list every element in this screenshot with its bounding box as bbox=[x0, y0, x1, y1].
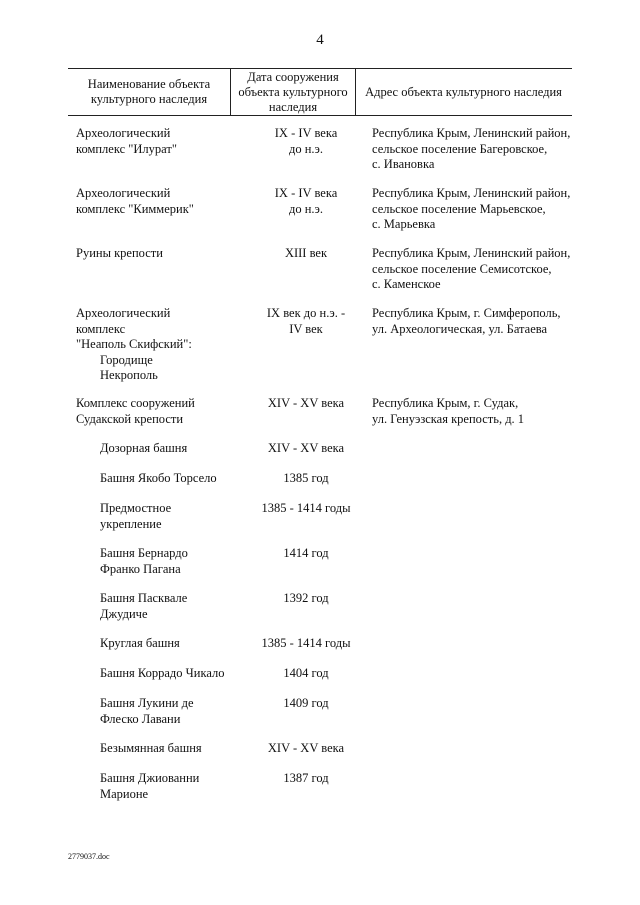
construction-date-line: 1404 год bbox=[283, 666, 329, 680]
document-filename: 2779037.doc bbox=[68, 852, 110, 861]
construction-date-cell bbox=[244, 666, 368, 682]
construction-date-cell bbox=[244, 771, 368, 802]
construction-date-line: IX - IV века bbox=[274, 126, 338, 140]
object-name-line: Башня Джиованни bbox=[100, 771, 200, 785]
construction-date-cell bbox=[244, 306, 368, 384]
table-row bbox=[76, 666, 582, 682]
object-name-line: Некрополь bbox=[100, 368, 158, 382]
address-line: ул. Генуэзская крепость, д. 1 bbox=[372, 411, 525, 426]
construction-date-cell bbox=[244, 741, 368, 757]
address-cell bbox=[368, 441, 582, 457]
table-row bbox=[76, 471, 582, 487]
construction-date-line: IX - IV века bbox=[274, 186, 338, 200]
object-name-line: Предмостное bbox=[100, 501, 172, 515]
header-name-column bbox=[68, 69, 230, 115]
object-name-line: Круглая башня bbox=[100, 636, 180, 650]
table-row bbox=[76, 771, 582, 802]
header-text: Адрес объекта культурного наследия bbox=[365, 84, 562, 99]
construction-date-line: IV век bbox=[289, 321, 323, 336]
address-line: сельское поселение Багеровское, bbox=[372, 141, 548, 156]
object-name-line: "Неаполь Скифский": bbox=[76, 337, 192, 351]
object-name-cell bbox=[76, 306, 244, 384]
construction-date-line: XIV - XV века bbox=[267, 396, 345, 410]
object-name-cell bbox=[76, 186, 244, 233]
construction-date-line: 1387 год bbox=[283, 771, 329, 785]
object-name-line: комплекс "Киммерик" bbox=[76, 201, 194, 216]
construction-date-cell bbox=[244, 246, 368, 293]
construction-date-cell bbox=[244, 501, 368, 532]
page-number: 4 bbox=[316, 32, 324, 48]
object-name-line: Археологический bbox=[76, 126, 171, 140]
table-row bbox=[76, 126, 582, 173]
construction-date-cell bbox=[244, 126, 368, 173]
object-name-line: Франко Пагана bbox=[100, 561, 181, 576]
object-name-cell bbox=[76, 666, 244, 682]
address-line: Республика Крым, Ленинский район, bbox=[372, 126, 571, 140]
object-name-line: Марионе bbox=[100, 786, 149, 801]
table-row bbox=[76, 186, 582, 233]
table-row bbox=[76, 396, 582, 427]
construction-date-line: XIII век bbox=[284, 246, 328, 260]
object-name-line: Башня Бернардо bbox=[100, 546, 188, 560]
table-row bbox=[76, 501, 582, 532]
address-line: Республика Крым, г. Судак, bbox=[372, 396, 519, 410]
object-name-line: комплекс bbox=[76, 321, 126, 336]
construction-date-line: до н.э. bbox=[288, 201, 324, 216]
object-name-cell bbox=[76, 591, 244, 622]
object-name-line: Судакской крепости bbox=[76, 411, 184, 426]
header-text: культурного наследия bbox=[90, 92, 208, 106]
object-name-cell bbox=[76, 441, 244, 457]
construction-date-cell bbox=[244, 546, 368, 577]
address-line: сельское поселение Марьевское, bbox=[372, 201, 546, 216]
header-date-column bbox=[230, 69, 356, 115]
object-name-cell bbox=[76, 126, 244, 173]
construction-date-cell bbox=[244, 696, 368, 727]
address-cell bbox=[368, 591, 582, 622]
construction-date-cell bbox=[244, 441, 368, 457]
address-cell bbox=[368, 771, 582, 802]
construction-date-line: 1409 год bbox=[283, 696, 329, 710]
address-cell bbox=[368, 696, 582, 727]
construction-date-cell bbox=[244, 396, 368, 427]
object-name-cell bbox=[76, 246, 244, 293]
table-row bbox=[76, 246, 582, 293]
table-row bbox=[76, 306, 582, 384]
object-name-cell bbox=[76, 636, 244, 652]
address-cell bbox=[368, 666, 582, 682]
address-line: с. Ивановка bbox=[372, 157, 435, 171]
address-cell bbox=[368, 246, 582, 293]
construction-date-cell bbox=[244, 186, 368, 233]
construction-date-line: IX век до н.э. - bbox=[266, 306, 346, 320]
construction-date-line: до н.э. bbox=[288, 141, 324, 156]
table-row bbox=[76, 636, 582, 652]
object-name-line: Археологический bbox=[76, 186, 171, 200]
object-name-line: Археологический bbox=[76, 306, 171, 320]
construction-date-cell bbox=[244, 591, 368, 622]
object-name-line: Башня Коррадо Чикало bbox=[100, 666, 225, 680]
object-name-line: Башня Пасквале bbox=[100, 591, 188, 605]
object-name-line: Джудиче bbox=[100, 606, 148, 621]
construction-date-line: 1392 год bbox=[283, 591, 329, 605]
object-name-line: комплекс "Илурат" bbox=[76, 141, 177, 156]
construction-date-line: XIV - XV века bbox=[267, 741, 345, 755]
table-row bbox=[76, 441, 582, 457]
object-name-line: Башня Якобо Торсело bbox=[100, 471, 217, 485]
table-row bbox=[76, 591, 582, 622]
address-cell bbox=[368, 636, 582, 652]
address-cell bbox=[368, 501, 582, 532]
object-name-line: Флеско Лавани bbox=[100, 711, 181, 726]
address-cell bbox=[368, 186, 582, 233]
header-text: наследия bbox=[268, 99, 318, 114]
object-name-line: Безымянная башня bbox=[100, 741, 202, 755]
address-cell bbox=[368, 306, 582, 384]
object-name-cell bbox=[76, 546, 244, 577]
object-name-cell bbox=[76, 501, 244, 532]
table-row bbox=[76, 741, 582, 757]
table-row bbox=[76, 696, 582, 727]
header-text: Наименование объекта bbox=[87, 77, 211, 91]
address-line: с. Марьевка bbox=[372, 217, 436, 231]
construction-date-cell bbox=[244, 471, 368, 487]
address-cell bbox=[368, 471, 582, 487]
header-address-column bbox=[355, 69, 572, 115]
object-name-line: Комплекс сооружений bbox=[76, 396, 195, 410]
address-cell bbox=[368, 546, 582, 577]
object-name-cell bbox=[76, 696, 244, 727]
object-name-cell bbox=[76, 771, 244, 802]
object-name-cell bbox=[76, 471, 244, 487]
header-text: объекта культурного bbox=[238, 84, 348, 99]
construction-date-line: 1414 год bbox=[283, 546, 329, 560]
table-header bbox=[68, 68, 572, 116]
table-row bbox=[76, 546, 582, 577]
address-cell bbox=[368, 126, 582, 173]
address-line: сельское поселение Семисотское, bbox=[372, 261, 552, 276]
address-cell bbox=[368, 741, 582, 757]
address-cell bbox=[368, 396, 582, 427]
object-name-line: Городище bbox=[100, 352, 153, 367]
address-line: Республика Крым, г. Симферополь, bbox=[372, 306, 561, 320]
address-line: Республика Крым, Ленинский район, bbox=[372, 246, 571, 260]
object-name-line: Руины крепости bbox=[76, 246, 163, 260]
construction-date-line: 1385 - 1414 годы bbox=[261, 501, 351, 515]
object-name-cell bbox=[76, 741, 244, 757]
address-line: с. Каменское bbox=[372, 277, 441, 291]
construction-date-line: 1385 - 1414 годы bbox=[261, 636, 351, 650]
object-name-line: укрепление bbox=[100, 516, 162, 531]
header-text: Дата сооружения bbox=[247, 69, 339, 84]
construction-date-cell bbox=[244, 636, 368, 652]
address-line: ул. Археологическая, ул. Батаева bbox=[372, 321, 548, 336]
address-line: Республика Крым, Ленинский район, bbox=[372, 186, 571, 200]
construction-date-line: XIV - XV века bbox=[267, 441, 345, 455]
object-name-line: Башня Лукини де bbox=[100, 696, 194, 710]
construction-date-line: 1385 год bbox=[283, 471, 329, 485]
object-name-line: Дозорная башня bbox=[100, 441, 188, 455]
object-name-cell bbox=[76, 396, 244, 427]
